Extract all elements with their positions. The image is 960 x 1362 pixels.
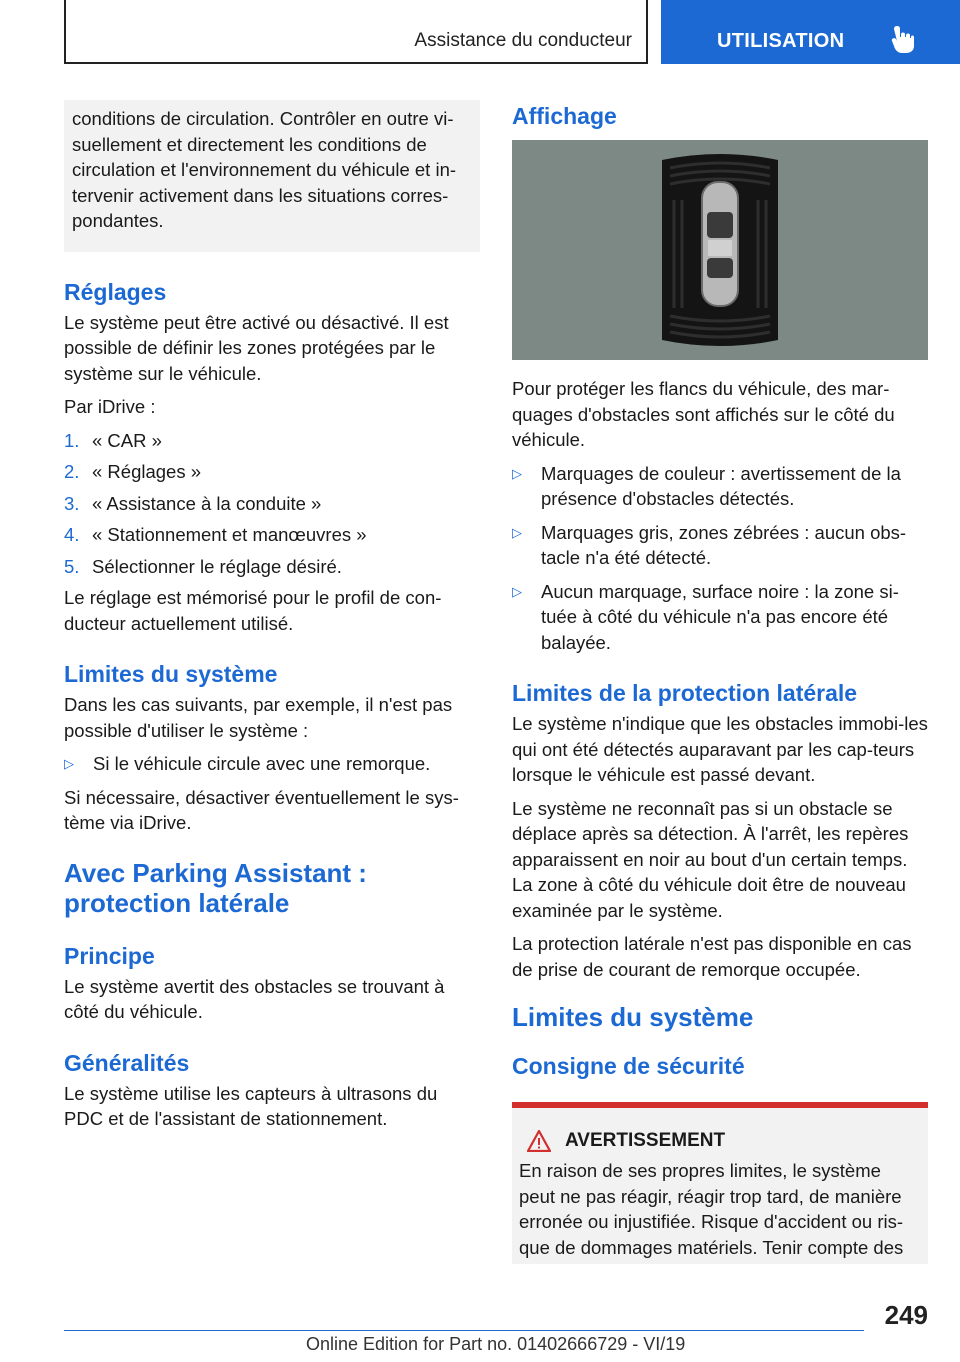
par-idrive-label: Par iDrive : xyxy=(64,396,156,417)
warning-title-row xyxy=(519,1130,922,1152)
bullet-text: Marquages de couleur : avertissement de la présence d'obstacles détectés. xyxy=(541,462,901,509)
list-item xyxy=(64,491,480,517)
step-number: 3. xyxy=(64,492,80,514)
footer-edition: Online Edition for Part no. 01402666729 - VI/19 xyxy=(306,1334,686,1354)
principe-paragraph: Le système avertit des obstacles se trouvant à côté du véhicule. xyxy=(64,975,445,1022)
step-text: « CAR » xyxy=(92,429,162,451)
header-chapter-title: UTILISATION xyxy=(717,30,845,52)
consigne-heading: Consigne de sécurité xyxy=(512,1053,745,1079)
bullet-triangle-icon: ▷ xyxy=(64,756,74,771)
limites-after-paragraph: Si nécessaire, désactiver éventuellement le sys-tème via iDrive. xyxy=(64,786,459,833)
bullet-triangle-icon: ▷ xyxy=(512,465,522,481)
list-item xyxy=(64,751,480,777)
step-number: 5. xyxy=(64,555,80,577)
bullet-triangle-icon: ▷ xyxy=(512,583,522,599)
step-text: « Stationnement et manœuvres » xyxy=(92,524,367,545)
lpl-paragraph-1: Le système n'indique que les obstacles immobi-les qui ont été détectés auparavant par les cap-teurs lorsque le véhicule est passé devant. xyxy=(512,713,928,785)
parking-assistant-heading-line2: protection latérale xyxy=(64,887,290,918)
list-item xyxy=(512,461,928,512)
step-number: 2. xyxy=(64,461,80,482)
list-item xyxy=(64,459,480,485)
parking-assistant-heading-line1: Avec Parking Assistant : xyxy=(64,857,367,888)
generalites-paragraph: Le système utilise les capteurs à ultrasons du PDC et de l'assistant de stationnement. xyxy=(64,1082,438,1129)
header-section-box xyxy=(64,0,648,64)
affichage-heading: Affichage xyxy=(512,103,617,129)
bullet-triangle-icon: ▷ xyxy=(512,524,522,540)
limites-list xyxy=(64,751,480,777)
limites-systeme-heading: Limites du système xyxy=(512,1002,754,1032)
limites-paragraph: Dans les cas suivants, par exemple, il n'est pas possible d'utiliser le système : xyxy=(64,694,453,741)
intro-paragraph: conditions de circulation. Contrôler en outre vi-suellement et directement les conditions de circulation et l'environnement du véhicule et in-tervenir activement dans les situations corres-pondantes. xyxy=(72,108,457,231)
affichage-paragraph: Pour protéger les flancs du véhicule, des mar-quages d'obstacles sont affichés sur le côté du véhicule. xyxy=(512,378,895,450)
step-number: 1. xyxy=(64,429,80,451)
header-section-title: Assistance du conducteur xyxy=(414,30,632,51)
right-column xyxy=(512,100,928,1264)
pointing-hand-icon xyxy=(891,24,915,54)
warning-title: AVERTISSEMENT xyxy=(565,1130,726,1151)
list-item xyxy=(512,520,928,571)
bullet-text: Aucun marquage, surface noire : la zone si-tuée à côté du véhicule n'a pas encore été balayée. xyxy=(541,580,899,653)
left-column xyxy=(64,100,480,1140)
list-item xyxy=(512,579,928,656)
lpl-paragraph-3: La protection latérale n'est pas disponible en cas de prise de courant de remorque occupée. xyxy=(512,933,912,980)
list-item xyxy=(64,554,480,580)
continued-text-box xyxy=(64,100,480,252)
warning-triangle-icon xyxy=(527,1130,551,1152)
header-chapter-tab xyxy=(661,0,960,64)
limites-heading: Limites du système xyxy=(64,661,278,687)
list-item xyxy=(64,522,480,548)
step-text: « Assistance à la conduite » xyxy=(92,492,322,514)
generalites-heading: Généralités xyxy=(64,1049,190,1076)
lpl-paragraph-2: Le système ne reconnaît pas si un obstacle se déplace après sa détection. À l'arrêt, les repères apparaissent en noir au bout d'un certain temps. La zone à côté du véhicule doit être de nouveau examinée par le système. xyxy=(512,797,909,921)
side-protection-display-image xyxy=(512,140,928,360)
step-text: Sélectionner le réglage désiré. xyxy=(92,555,342,577)
reglages-heading: Réglages xyxy=(64,278,167,305)
footer-divider xyxy=(64,1330,864,1331)
page-number: 249 xyxy=(884,1300,928,1330)
step-text: « Réglages » xyxy=(92,461,202,482)
car-top-view-illustration xyxy=(512,140,928,360)
bullet-text: Si le véhicule circule avec une remorque. xyxy=(93,753,431,774)
idrive-steps-list xyxy=(64,428,480,580)
list-item xyxy=(64,428,480,454)
step-number: 4. xyxy=(64,524,80,545)
warning-text: En raison de ses propres limites, le système peut ne pas réagir, réagir trop tard, de manière erronée ou injustifiée. Risque d'accident ou ris-que de dommages matériels. Tenir compte des xyxy=(519,1160,904,1258)
principe-heading: Principe xyxy=(64,942,155,969)
memo-paragraph: Le réglage est mémorisé pour le profil de con-ducteur actuellement utilisé. xyxy=(64,587,442,634)
affichage-list xyxy=(512,461,928,656)
bullet-text: Marquages gris, zones zébrées : aucun obs-tacle n'a été détecté. xyxy=(541,521,907,568)
limites-protection-heading: Limites de la protection latérale xyxy=(512,680,858,706)
warning-box xyxy=(512,1102,928,1264)
reglages-paragraph: Le système peut être activé ou désactivé. Il est possible de définir les zones protégées par le système sur le véhicule. xyxy=(64,311,449,384)
